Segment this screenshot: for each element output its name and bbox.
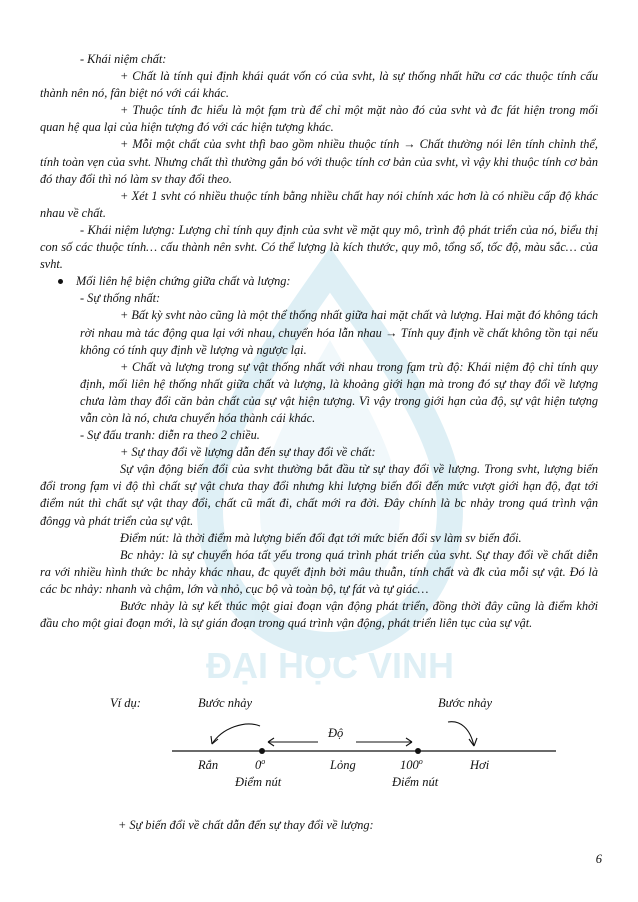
bullet-icon <box>58 279 63 284</box>
temp-zero: 0$^o$ <box>255 757 266 772</box>
state-gas: Hơi <box>470 758 490 772</box>
paragraph-buoc-nhay: Bước nhảy là sự kết thúc một giai đoạn vận động phát triển, đồng thời đây cũng là điểm khởi đầu cho một giai đoạn mới, là sự gián đoạn trong quá trình vận động, phát triển liên tục của sự vật. <box>40 599 598 631</box>
node-point-left <box>259 748 265 754</box>
paragraph-moi-chat: + Mỗi một chất của svht thfì bao gồm nhiều thuộc tính → Chất thường nói lên tính chỉnh thể, tính toàn vẹn của svht. Nhưng chất thì thường gắn bó với thuộc tính cơ bản của svht, vì vậy khi thuộc tính cơ bản đó thay đổi thì nó làm sv thay đổi theo. <box>40 137 598 186</box>
bullet-text: Mối liên hệ biện chứng giữa chất và lượng: <box>76 274 291 289</box>
paragraph-bat-ky-svht: + Bất kỳ svht nào cũng là một thể thống nhất giữa hai mặt chất và lượng. Hai mặt đó không tách rời nhau mà tác động qua lại với nhau, chuyển hóa lẫn nhau → Tính quy định về chất không tồn tại nếu không có tính quy định về lượng và ngược lại. <box>80 308 598 357</box>
node-label-left: Điểm nút <box>235 775 282 789</box>
degree-label: Độ <box>328 726 344 740</box>
paragraph-thuoc-tinh: + Thuộc tính đc hiểu là một fạm trù để chỉ một mặt nào đó của svht và đc fát hiện trong mối quan hệ qua lại của hiện tượng đó với các hiện tượng khác. <box>40 103 598 135</box>
paragraph-su-thong-nhat: - Sự thống nhất: <box>80 291 161 306</box>
temp-hundred: 100$^o$ <box>400 757 423 772</box>
jump-left-label: Bước nhảy <box>198 696 253 710</box>
paragraph-khai-niem-chat: - Khái niệm chất: <box>80 52 167 66</box>
paragraph-luong-dan-den-chat: + Sự thay đổi về lượng dẫn đến sự thay đổi về chất: <box>120 445 376 460</box>
jump-right-arrow <box>448 722 474 746</box>
page-number: 6 <box>595 852 602 866</box>
jump-right-label: Bước nhảy <box>438 696 493 710</box>
closing-line: + Sự biến đổi về chất dẫn đến sự thay đổi về lượng: <box>118 818 374 832</box>
paragraph-xet-svht: + Xét 1 svht có nhiều thuộc tính bằng nhiều chất hay nói chính xác hơn là có nhiều cấp độ khác nhau về chất. <box>40 188 598 220</box>
state-liquid: Lỏng <box>330 758 356 772</box>
state-solid: Rắn <box>198 758 219 772</box>
paragraph-bc-nhay: Bc nhảy: là sự chuyển hóa tất yếu trong quá trình phát triển của svht. Sự thay đổi về chất diễn ra với nhiều hình thức bc nhảy khác nhau, đc quyết định bởi mâu thuẫn, tính chất và đk của mỗi sự vật. Đó là các bc nhảy: nhanh và chậm, lớn và nhỏ, cục bộ và toàn bộ, tự fát và tự giác… <box>40 547 598 596</box>
paragraph-diem-nut: Điểm nút: là thời điểm mà lượng biến đổi đạt tới mức biến đổi sv làm sv biến đổi. <box>120 530 522 545</box>
body-text <box>40 51 598 632</box>
bullet-moi-lien-he <box>54 273 598 290</box>
jump-left-arrow <box>212 724 260 744</box>
paragraph-khai-niem-luong: - Khái niệm lượng: Lượng chỉ tính quy định của svht về mặt quy mô, trình độ phát triển của nó, biểu thị con số các thuộc tính… cấu thành nên svht. Có thể lượng là kích thước, quy mô, tổng số, tốc độ, màu sắc… của svht. <box>40 222 598 272</box>
paragraph-su-van-dong: Sự vận động biến đổi của svht thường bắt đầu từ sự thay đổi về lượng. Trong svht, lượng biến đổi trong fạm vi độ thì chất sự vật chưa thay đổi nhưng khi lượng biến đổi đến mức vượt giới hạn độ, đạt tới điểm nút thì chất sự vật thay đổi, chất cũ mất đi, chất mới ra đời. Đây chính là bc nhảy trong quá trình vận đôngg và phát triển của sự vật. <box>40 462 598 528</box>
example-label: Ví dụ: <box>110 696 141 710</box>
node-point-right <box>415 748 421 754</box>
phase-transition-diagram <box>110 692 560 790</box>
paragraph-chat-dinh-nghia: + Chất là tính qui định khái quát vốn có của svht, là sự thống nhất hữu cơ các thuộc tính cấu thành nên nó, fân biệt nó với cái khác. <box>40 69 598 101</box>
paragraph-su-dau-tranh: - Sự đấu tranh: diễn ra theo 2 chiều. <box>80 428 260 443</box>
paragraph-chat-luong-do: + Chất và lượng trong sự vật thống nhất với nhau trong fạm trù độ: Khái niệm độ chỉ tính quy định, mối liên hệ thống nhất giữa chất và lượng, là khoảng giới hạn mà trong đó sự thay đổi về lượng chưa làm thay đổi căn bản chất của sự vật hiện tượng. Vì vậy trong giới hạn của độ, sự vật hiện tượng vẫn còn là nó, chưa chuyển hóa thành cái khác. <box>80 359 598 425</box>
svg-text:ĐẠI HỌC VINH: ĐẠI HỌC VINH <box>205 645 455 686</box>
node-label-right: Điểm nút <box>392 775 439 789</box>
